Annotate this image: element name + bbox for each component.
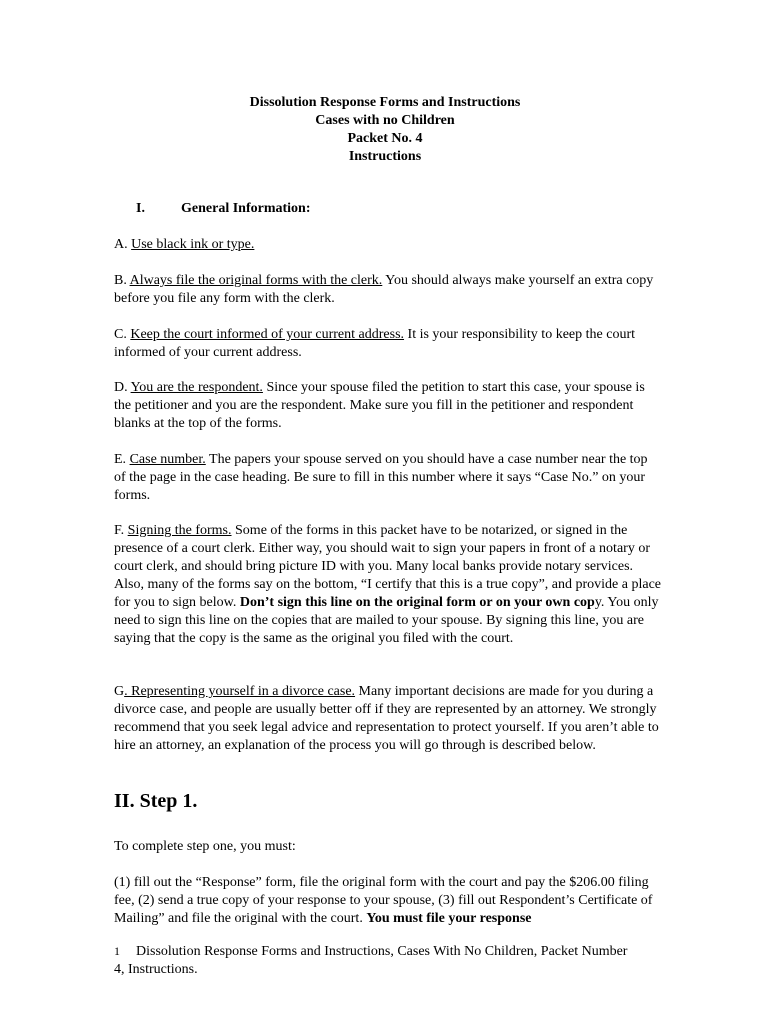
item-bold-warning: Don’t sign this line on the original form or on your own cop (239, 595, 595, 610)
item-prefix: G (114, 684, 125, 699)
header-instructions: Instructions (348, 149, 422, 164)
item-body: You should always make yourself an extra copy before you file any form with the clerk. (114, 273, 654, 306)
item-heading: Case number. (129, 452, 206, 467)
item-body: Many important decisions are made for you during a divorce case, and people are usually better off if they are represented by an attorney. We strongly recommend that you seek legal advice and representation to protect yourself. If you aren’t able to hire an attorney, an explanation of the process you will go through is described below. (114, 684, 659, 753)
footnote-text: Dissolution Response Forms and Instructions, Cases With No Children, Packet Number 4, Instructions. (114, 944, 628, 977)
header-title: Dissolution Response Forms and Instructions (249, 95, 521, 110)
item-prefix: D. (114, 380, 131, 395)
item-prefix: B. (114, 273, 130, 288)
item-heading: . Representing yourself in a divorce case. (124, 684, 356, 699)
document-header (0, 94, 770, 166)
item-c (114, 326, 662, 362)
header-subtitle: Cases with no Children (315, 113, 455, 128)
item-g (114, 683, 662, 755)
item-body: It is your responsibility to keep the court informed of your current address. (114, 327, 635, 360)
section-general-information (136, 201, 310, 217)
item-e (114, 451, 662, 505)
step-one-body (114, 874, 662, 928)
item-body-continued: y. You only need to sign this line on the copies that are mailed to your spouse. By signing this line, you are saying that the copy is the same as the original you filed with the court. (114, 595, 659, 646)
item-body: Since your spouse filed the petition to start this case, your spouse is the petitioner and you are the respondent. Make sure you fill in the petitioner and respondent blanks at the top of the forms. (114, 380, 645, 431)
step-one-intro: To complete step one, you must: (114, 839, 296, 854)
item-d (114, 379, 662, 433)
step-one-heading: II. Step 1. (114, 790, 198, 812)
item-heading: You are the respondent. (130, 380, 263, 395)
section-numeral: I. (136, 201, 145, 216)
item-prefix: A. (114, 237, 132, 252)
item-prefix: E. (114, 452, 130, 467)
item-body: Some of the forms in this packet have to be notarized, or signed in the presence of a court clerk. Either way, you should wait to sign your papers in front of a notary or court clerk, and should bring picture ID with you. Many local banks provide notary services. Also, many of the forms say on the bottom, “I certify that this is a true copy”, and provide a place for you to sign below. (114, 523, 662, 610)
footnote-number: 1 (114, 944, 120, 958)
step-one-text: (1) fill out the “Response” form, file the original form with the court and pay the $206.00 filing fee, (2) send a true copy of your response to your spouse, (3) fill out Respondent’s Certificate of Mailing” and file the original with the court. (114, 875, 653, 926)
item-heading: Use black ink or type. (131, 237, 255, 252)
item-a (114, 236, 662, 254)
section-title: General Information: (181, 201, 311, 216)
item-heading: Always file the original forms with the clerk. (129, 273, 383, 288)
step-one-bold-text: You must file your response (366, 911, 532, 926)
item-b (114, 272, 662, 308)
item-heading: Signing the forms. (127, 523, 232, 538)
footnote (114, 942, 634, 979)
item-f (114, 522, 662, 648)
header-packet-number: Packet No. 4 (347, 131, 423, 146)
item-heading: Keep the court informed of your current address. (130, 327, 405, 342)
item-body: The papers your spouse served on you should have a case number near the top of the page in the case heading. Be sure to fill in this number where it says “Case No.” on your forms. (114, 452, 648, 503)
item-prefix: F. (114, 523, 128, 538)
item-prefix: C. (114, 327, 131, 342)
